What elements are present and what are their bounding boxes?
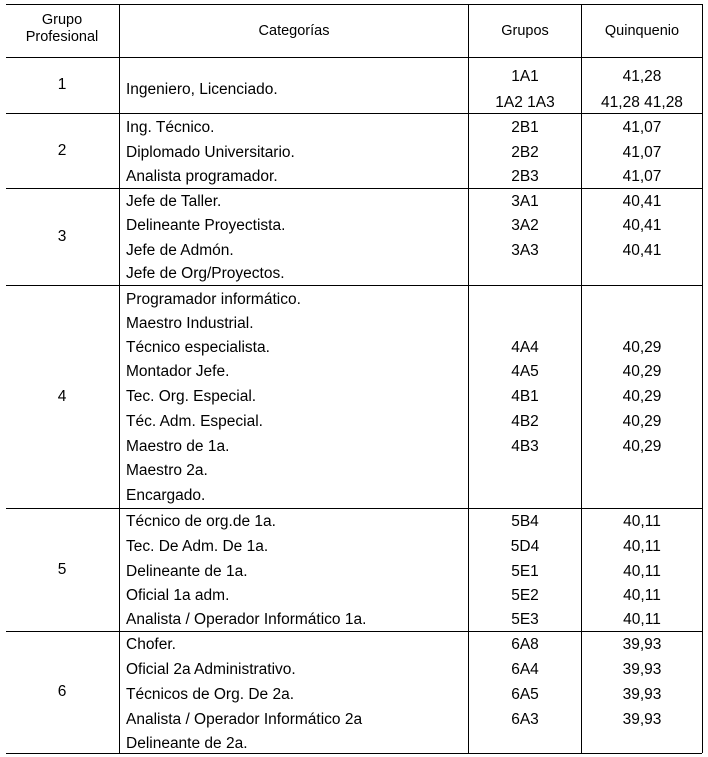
- quinquenio-value: 39,93: [622, 686, 662, 703]
- quinquenio-value: 40,29: [622, 413, 662, 430]
- group-code: 3A2: [511, 217, 539, 234]
- group-code: 6A3: [511, 711, 539, 728]
- group-number: 2: [57, 141, 67, 159]
- group-divider: [6, 508, 702, 509]
- group-code: 4B3: [511, 438, 539, 455]
- column-divider: [468, 4, 469, 753]
- group-divider: [6, 285, 702, 286]
- table-bottom-rule: [6, 753, 702, 754]
- quinquenio-value: 40,11: [623, 611, 661, 628]
- category-item: Delineante de 1a.: [126, 563, 248, 580]
- category-item: Ingeniero, Licenciado.: [126, 81, 278, 98]
- quinquenio-value: 40,41: [622, 193, 662, 210]
- category-item: Téc. Adm. Especial.: [126, 413, 263, 430]
- quinquenio-value: 40,11: [623, 538, 661, 555]
- group-number: 1: [57, 76, 67, 93]
- group-code: 5B4: [511, 513, 539, 530]
- quinquenio-value: 39,93: [622, 636, 662, 653]
- group-code: 2B2: [511, 144, 539, 161]
- category-item: Técnicos de Org. De 2a.: [126, 686, 294, 703]
- quinquenio-value: 40,11: [623, 513, 661, 530]
- category-item: Ing. Técnico.: [126, 119, 215, 136]
- header-rule: [6, 57, 702, 58]
- group-number: 6: [57, 683, 67, 700]
- column-divider: [119, 4, 120, 753]
- category-item: Jefe de Admón.: [126, 242, 234, 259]
- group-code: 5D4: [510, 538, 540, 555]
- group-number: 4: [57, 387, 67, 405]
- quinquenio-value: 40,11: [623, 587, 661, 604]
- category-item: Analista / Operador Informático 2a: [126, 711, 363, 728]
- category-item: Técnico especialista.: [126, 339, 270, 356]
- quinquenio-value: 41,07: [622, 168, 662, 185]
- group-code: 4A4: [511, 339, 539, 356]
- category-item: Programador informático.: [126, 291, 301, 308]
- column-divider: [581, 4, 582, 753]
- category-item: Jefe de Org/Proyectos.: [126, 265, 285, 282]
- category-item: Tec. De Adm. De 1a.: [126, 538, 269, 555]
- group-code: 2B3: [511, 168, 539, 185]
- group-code: 3A1: [511, 193, 539, 210]
- category-item: Oficial 2a Administrativo.: [126, 661, 296, 678]
- quinquenio-value: 40,29: [622, 363, 662, 380]
- group-code: 5E3: [511, 611, 539, 628]
- quinquenio-value: 39,93: [622, 711, 662, 728]
- group-code: 6A4: [511, 661, 539, 678]
- category-item: Delineante de 2a.: [126, 735, 248, 752]
- table-top-rule: [6, 4, 702, 5]
- column-divider: [702, 4, 703, 753]
- quinquenio-value: 39,93: [622, 661, 662, 678]
- category-item: Maestro Industrial.: [126, 315, 254, 332]
- category-item: Delineante Proyectista.: [126, 217, 286, 234]
- quinquenio-value: 41,07: [622, 119, 662, 136]
- header-quinquenio: Quinquenio: [604, 23, 680, 39]
- category-item: Tec. Org. Especial.: [126, 388, 257, 405]
- group-code: 5E1: [511, 563, 539, 580]
- group-code: 1A1: [511, 68, 539, 85]
- group-divider: [6, 631, 702, 632]
- quinquenio-value: 40,29: [622, 388, 662, 405]
- category-item: Encargado.: [126, 487, 206, 504]
- group-code: 4B2: [511, 413, 539, 430]
- group-number: 5: [57, 560, 67, 578]
- category-item: Técnico de org.de 1a.: [126, 513, 276, 530]
- group-number: 3: [57, 227, 67, 245]
- header-grupos: Grupos: [501, 23, 549, 39]
- group-code: 4B1: [511, 388, 539, 405]
- category-item: Chofer.: [126, 636, 176, 653]
- quinquenio-value: 40,41: [622, 242, 662, 259]
- group-divider: [6, 188, 702, 189]
- group-code: 3A3: [511, 242, 539, 259]
- header-grupo-profesional-line: Profesional: [25, 29, 99, 46]
- category-item: Oficial 1a adm.: [126, 587, 230, 604]
- group-code: 2B1: [511, 119, 539, 136]
- quinquenio-value: 40,41: [622, 217, 662, 234]
- category-item: Analista / Operador Informático 1a.: [126, 611, 367, 628]
- quinquenio-value: 41,28 41,28: [601, 94, 683, 111]
- quinquenio-value: 40,29: [622, 339, 662, 356]
- group-code: 6A8: [511, 636, 539, 653]
- header-categorias: Categorías: [258, 23, 330, 39]
- group-code: 4A5: [511, 363, 539, 380]
- group-code: 5E2: [511, 587, 539, 604]
- group-code: 6A5: [511, 686, 539, 703]
- category-item: Analista programador.: [126, 168, 278, 185]
- category-item: Jefe de Taller.: [126, 193, 222, 210]
- header-grupo-profesional: [6, 12, 118, 47]
- quinquenio-value: 41,07: [622, 144, 662, 161]
- quinquenio-value: 40,11: [623, 563, 661, 580]
- category-item: Diplomado Universitario.: [126, 144, 295, 161]
- category-item: Maestro de 1a.: [126, 438, 230, 455]
- quinquenio-value: 41,28: [622, 68, 662, 85]
- quinquenio-value: 40,29: [622, 438, 662, 455]
- category-item: Maestro 2a.: [126, 462, 208, 479]
- category-item: Montador Jefe.: [126, 363, 230, 380]
- group-divider: [6, 113, 702, 114]
- group-code: 1A2 1A3: [495, 94, 555, 111]
- header-grupo-profesional-line: Grupo: [41, 12, 83, 28]
